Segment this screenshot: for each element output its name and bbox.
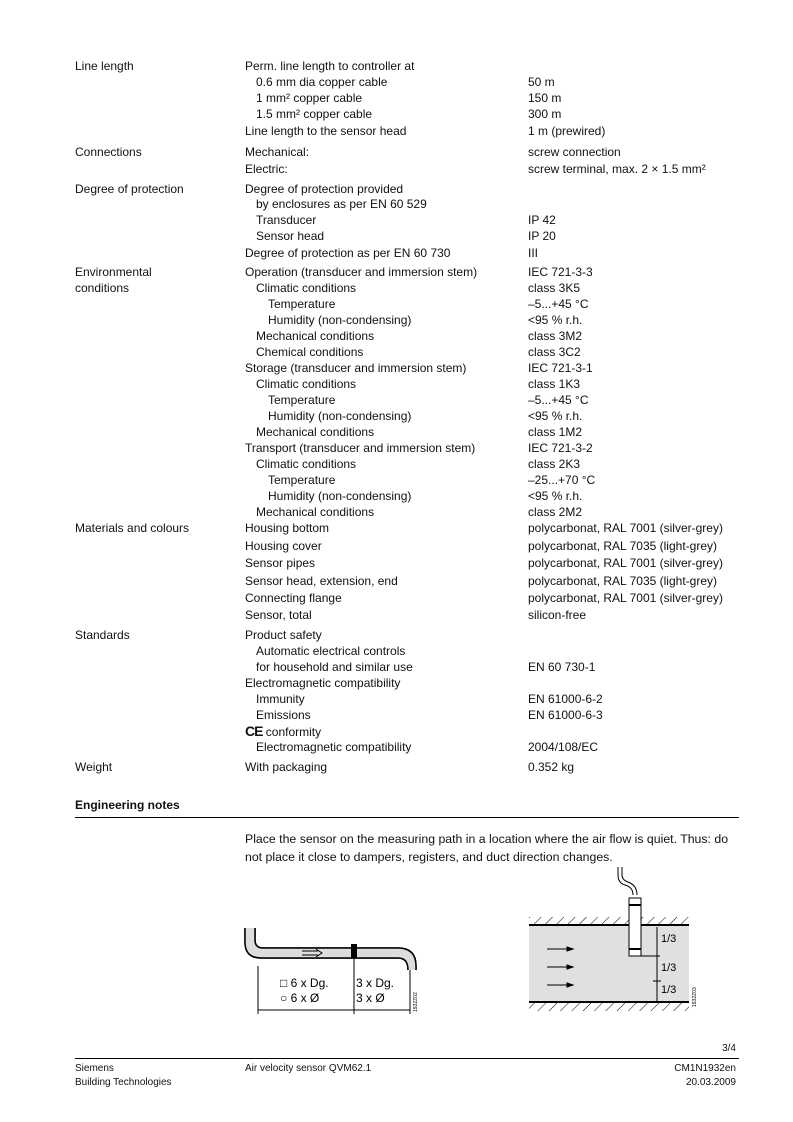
spec-value: IP 20 [528, 229, 556, 243]
spec-value: III [528, 246, 539, 260]
spec-parameter: Housing cover [245, 539, 322, 553]
spec-row [0, 245, 793, 261]
spec-row [0, 408, 793, 424]
footer-divider [75, 1058, 739, 1059]
spec-value: 300 m [528, 107, 562, 121]
spec-row [0, 344, 793, 360]
spec-row [0, 228, 793, 244]
engineering-note-text: Place the sensor on the measuring path in a location where the air flow is quiet. Thus: do not place it close to dampers, registers, and duct direction changes. [245, 832, 729, 864]
footer-company: Siemens [75, 1063, 114, 1074]
spec-parameter: Electromagnetic compatibility [245, 676, 401, 690]
spec-category: Line length [75, 59, 134, 73]
figure-code: 1932Z02 [413, 992, 419, 1012]
spec-parameter: Climatic conditions [256, 377, 357, 391]
spec-value: class 2M2 [528, 505, 583, 519]
spec-parameter: Temperature [268, 473, 336, 487]
spec-parameter: Mechanical conditions [256, 505, 375, 519]
page-number: 3/4 [722, 1043, 736, 1054]
spec-parameter: Immunity [256, 692, 305, 706]
spec-parameter: With packaging [245, 760, 328, 774]
spec-value: 1 m (prewired) [528, 124, 606, 138]
downstream-length-square: 3 x Dg. [356, 976, 395, 990]
spec-parameter: Temperature [268, 297, 336, 311]
spec-row [0, 328, 793, 344]
spec-category: conditions [75, 281, 130, 295]
spec-value: <95 % r.h. [528, 489, 583, 503]
spec-value: class 1M2 [528, 425, 583, 439]
fraction-label-bottom: 1/3 [661, 984, 677, 996]
pipe-placement-diagram [240, 920, 420, 1020]
spec-value: 0.352 kg [528, 760, 575, 774]
spec-value: class 3C2 [528, 345, 581, 359]
sensor-stem [629, 898, 641, 956]
upstream-length-square: □ 6 x Dg. [280, 976, 329, 990]
spec-parameter: Product safety [245, 628, 322, 642]
figure-code: 1932Z03 [692, 987, 698, 1007]
footer-product: Air velocity sensor QVM62.1 [245, 1063, 372, 1074]
spec-value: polycarbonat, RAL 7035 (light-grey) [528, 539, 717, 553]
spec-value: class 3K5 [528, 281, 581, 295]
spec-row [0, 723, 793, 739]
spec-value: IP 42 [528, 213, 556, 227]
spec-parameter: Mechanical conditions [256, 425, 375, 439]
spec-parameter: 1.5 mm² copper cable [256, 107, 373, 121]
fraction-label-middle: 1/3 [661, 962, 677, 974]
spec-row [0, 392, 793, 408]
spec-parameter: 0.6 mm dia copper cable [256, 75, 388, 89]
spec-value: –25...+70 °C [528, 473, 596, 487]
spec-row [0, 161, 793, 177]
spec-category: Standards [75, 628, 130, 642]
spec-parameter: Mechanical: [245, 145, 310, 159]
spec-parameter: Emissions [256, 708, 311, 722]
spec-parameter: Humidity (non-condensing) [268, 313, 412, 327]
spec-parameter: Transport (transducer and immersion stem) [245, 441, 476, 455]
spec-row [0, 58, 793, 74]
spec-parameter: for household and similar use [256, 660, 413, 674]
spec-row [0, 144, 793, 160]
spec-value: class 3M2 [528, 329, 583, 343]
spec-row [0, 376, 793, 392]
section-divider [75, 817, 739, 818]
spec-row [0, 472, 793, 488]
spec-value: IEC 721-3-2 [528, 441, 593, 455]
spec-row [0, 123, 793, 139]
fraction-label-top: 1/3 [661, 933, 677, 945]
footer-doc-id: CM1N1932en [674, 1063, 736, 1074]
spec-value: class 2K3 [528, 457, 581, 471]
footer-date: 20.03.2009 [685, 1077, 736, 1088]
duct-wall-top [529, 917, 689, 925]
spec-row [0, 555, 793, 571]
spec-value: polycarbonat, RAL 7035 (light-grey) [528, 574, 717, 588]
spec-row [0, 504, 793, 520]
spec-value: polycarbonat, RAL 7001 (silver-grey) [528, 521, 723, 535]
spec-value: <95 % r.h. [528, 409, 583, 423]
spec-parameter: Degree of protection provided [245, 182, 404, 196]
spec-value: EN 60 730-1 [528, 660, 596, 674]
spec-row [0, 643, 793, 659]
duct-insertion-diagram [525, 865, 700, 1015]
spec-parameter: Operation (transducer and immersion stem) [245, 265, 478, 279]
spec-value: polycarbonat, RAL 7001 (silver-grey) [528, 591, 723, 605]
spec-category: Weight [75, 760, 113, 774]
spec-row [0, 590, 793, 606]
spec-value: class 1K3 [528, 377, 581, 391]
ce-mark-icon: CE [245, 723, 263, 739]
spec-parameter: Electromagnetic compatibility [256, 740, 412, 754]
spec-parameter: Connecting flange [245, 591, 342, 605]
spec-category: Environmental [75, 265, 152, 279]
spec-row [0, 456, 793, 472]
spec-value: –5...+45 °C [528, 393, 589, 407]
spec-parameter: Degree of protection as per EN 60 730 [245, 246, 451, 260]
spec-value: EN 61000-6-3 [528, 708, 603, 722]
spec-parameter: Perm. line length to controller at [245, 59, 415, 73]
spec-row [0, 196, 793, 212]
spec-row [0, 280, 793, 296]
spec-row [0, 659, 793, 675]
spec-row [0, 488, 793, 504]
spec-value: EN 61000-6-2 [528, 692, 603, 706]
spec-parameter: Climatic conditions [256, 281, 357, 295]
spec-parameter: Automatic electrical controls [256, 644, 406, 658]
spec-parameter: 1 mm² copper cable [256, 91, 363, 105]
spec-parameter: Temperature [268, 393, 336, 407]
spec-parameter: Humidity (non-condensing) [268, 409, 412, 423]
spec-parameter: Mechanical conditions [256, 329, 375, 343]
section-title-engineering-notes: Engineering notes [75, 798, 180, 812]
spec-row [0, 106, 793, 122]
spec-parameter: Sensor head [256, 229, 325, 243]
spec-parameter: Climatic conditions [256, 457, 357, 471]
spec-row [0, 675, 793, 691]
spec-value: –5...+45 °C [528, 297, 589, 311]
spec-row [0, 520, 793, 536]
spec-row [0, 691, 793, 707]
spec-row [0, 296, 793, 312]
spec-row [0, 573, 793, 589]
duct-wall-bottom [529, 1003, 689, 1011]
spec-value: 150 m [528, 91, 562, 105]
spec-row [0, 440, 793, 456]
spec-row [0, 74, 793, 90]
spec-parameter: CE conformity [245, 723, 322, 739]
spec-parameter: Transducer [256, 213, 317, 227]
spec-value: IEC 721-3-1 [528, 361, 593, 375]
spec-category: Degree of protection [75, 182, 184, 196]
spec-row [0, 360, 793, 376]
spec-row [0, 181, 793, 197]
sensor-mark [351, 944, 357, 958]
spec-parameter: Sensor, total [245, 608, 312, 622]
spec-value: polycarbonat, RAL 7001 (silver-grey) [528, 556, 723, 570]
spec-parameter: Humidity (non-condensing) [268, 489, 412, 503]
spec-row [0, 707, 793, 723]
spec-row [0, 424, 793, 440]
spec-parameter: Sensor pipes [245, 556, 316, 570]
spec-category: Connections [75, 145, 142, 159]
spec-parameter: Sensor head, extension, end [245, 574, 398, 588]
spec-parameter: Housing bottom [245, 521, 330, 535]
spec-row [0, 538, 793, 554]
spec-parameter: Electric: [245, 162, 288, 176]
footer-division: Building Technologies [75, 1077, 172, 1088]
spec-value: screw connection [528, 145, 621, 159]
spec-value: <95 % r.h. [528, 313, 583, 327]
spec-row [0, 739, 793, 755]
spec-parameter: Line length to the sensor head [245, 124, 407, 138]
spec-row [0, 627, 793, 643]
spec-value: IEC 721-3-3 [528, 265, 593, 279]
spec-row [0, 90, 793, 106]
spec-row [0, 312, 793, 328]
spec-value: 2004/108/EC [528, 740, 599, 754]
spec-parameter: Chemical conditions [256, 345, 364, 359]
spec-value: screw terminal, max. 2 × 1.5 mm² [528, 162, 706, 176]
spec-value: 50 m [528, 75, 555, 89]
spec-row [0, 759, 793, 775]
spec-category: Materials and colours [75, 521, 190, 535]
spec-value: silicon-free [528, 608, 587, 622]
spec-row [0, 212, 793, 228]
spec-row [0, 264, 793, 280]
upstream-length-round: ○ 6 x Ø [280, 991, 320, 1005]
spec-row [0, 607, 793, 623]
downstream-length-round: 3 x Ø [356, 991, 385, 1005]
spec-parameter: Storage (transducer and immersion stem) [245, 361, 467, 375]
spec-parameter: by enclosures as per EN 60 529 [256, 197, 427, 211]
